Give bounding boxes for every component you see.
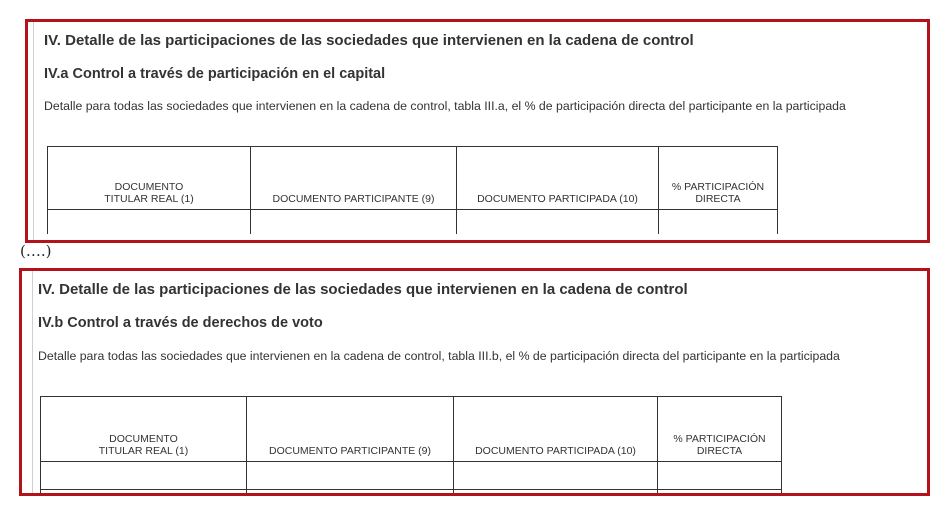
table-cell: [454, 490, 658, 497]
table-cell[interactable]: [454, 462, 658, 490]
table-cell[interactable]: [247, 462, 454, 490]
table-cell[interactable]: [251, 210, 457, 235]
table-header-row: [48, 147, 778, 210]
table-cell: [41, 490, 247, 497]
table-row: [48, 210, 778, 235]
section-a-content: [33, 22, 927, 240]
column-header-documento-participada: DOCUMENTO PARTICIPADA (10): [457, 147, 659, 210]
table-cell[interactable]: [658, 462, 782, 490]
section-b-content: [32, 271, 927, 493]
section-b-table: [40, 396, 782, 496]
section-a-subtitle: IV.a Control a través de participación en el capital: [44, 66, 386, 82]
table-cell[interactable]: [41, 462, 247, 490]
table-header-row: [41, 397, 782, 462]
table-cell[interactable]: [457, 210, 659, 235]
section-a-title: IV. Detalle de las participaciones de las sociedades que intervienen en la cadena de control: [44, 32, 694, 49]
section-a-description: Detalle para todas las sociedades que intervienen en la cadena de control, tabla III.a, el % de participación directa del participante en la participada: [44, 99, 846, 113]
table-cell: [247, 490, 454, 497]
section-b-title: IV. Detalle de las participaciones de las sociedades que intervienen en la cadena de control: [38, 281, 688, 298]
omission-ellipsis: (….): [20, 242, 52, 260]
column-header-documento-titular: DOCUMENTO TITULAR REAL (1): [41, 397, 247, 462]
column-header-participacion-directa: % PARTICIPACIÓN DIRECTA: [658, 397, 782, 462]
section-a-frame: [25, 19, 930, 243]
section-b-subtitle: IV.b Control a través de derechos de voto: [38, 315, 323, 331]
section-b-frame: [19, 268, 930, 496]
column-header-documento-participada: DOCUMENTO PARTICIPADA (10): [454, 397, 658, 462]
table-row: [41, 462, 782, 490]
table-row: [41, 490, 782, 497]
table-cell[interactable]: [48, 210, 251, 235]
column-header-documento-participante: DOCUMENTO PARTICIPANTE (9): [247, 397, 454, 462]
table-cell[interactable]: [659, 210, 778, 235]
column-header-participacion-directa: % PARTICIPACIÓN DIRECTA: [659, 147, 778, 210]
section-b-description: Detalle para todas las sociedades que intervienen en la cadena de control, tabla III.b, el % de participación directa del participante en la participada: [38, 349, 840, 363]
table-cell: [658, 490, 782, 497]
column-header-documento-participante: DOCUMENTO PARTICIPANTE (9): [251, 147, 457, 210]
column-header-documento-titular: DOCUMENTO TITULAR REAL (1): [48, 147, 251, 210]
section-a-table: [47, 146, 778, 234]
